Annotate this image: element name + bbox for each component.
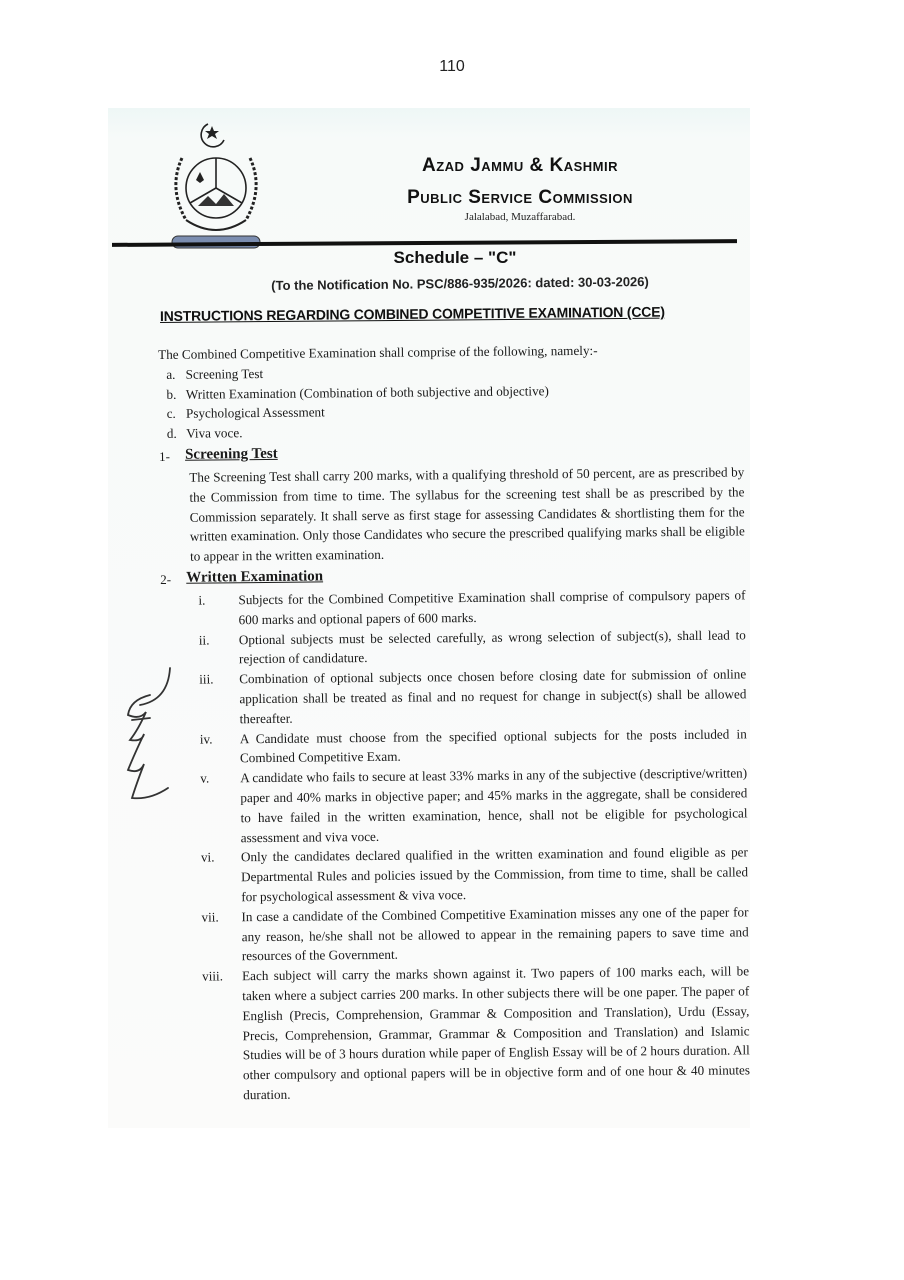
org-name-line2: Public Service Commission	[407, 187, 633, 208]
list-marker: a.	[166, 366, 176, 382]
list-item	[199, 665, 747, 730]
list-marker: vii.	[201, 909, 219, 925]
list-item	[200, 764, 748, 848]
list-text: Each subject will carry the marks shown against it. Two papers of 100 marks each, will be taken where a subject carries 200 marks. In other subjects there will be one paper. The paper of English (Precis, Comprehension, Grammar & Composition and Translation), Urdu (Essay, Precis, Comprehension, Grammar, Grammar & Composition and Translation) and Islamic Studies will be of 3 hours duration while paper of English Essay will be of 2 hours duration. All other compulsory and optional papers will be in objective form and of one hour & 40 minutes duration.	[241, 963, 751, 1103]
list-text: Combination of optional subjects once chosen before closing date for submission of online application shall be treated as final and no request for change in subject(s) shall be allowed thereafter.	[239, 666, 747, 726]
list-item	[200, 724, 747, 769]
list-marker: b.	[166, 386, 177, 402]
list-marker: iii.	[199, 671, 214, 687]
list-text: Only the candidates declared qualified in the written examination and found eligible as per Departmental Rules and policies issued by the Commission, from time to time, shall be called for psychological assessment & viva voce.	[240, 844, 749, 905]
section-number: 2-	[160, 571, 172, 587]
list-item	[202, 961, 750, 1105]
list-item	[198, 585, 745, 630]
section-title: Written Examination	[186, 568, 324, 586]
document-title: INSTRUCTIONS REGARDING COMBINED COMPETITIVE EXAMINATION (CCE)	[159, 303, 665, 324]
ajk-psc-emblem-icon	[160, 118, 272, 254]
header	[350, 155, 690, 223]
section-title: Screening Test	[184, 445, 278, 463]
section-number: 1-	[158, 448, 170, 464]
list-item	[199, 625, 746, 670]
page-number: 110	[439, 58, 465, 75]
handwritten-signature-icon	[110, 660, 180, 810]
components-list	[166, 359, 744, 444]
list-text: In case a candidate of the Combined Competitive Examination misses any one of the paper for any reason, he/she shall not be allowed to appear in the remaining papers to save time and resources of the Government.	[241, 904, 749, 964]
list-text: Viva voce.	[186, 425, 243, 441]
list-text: A Candidate must choose from the specified optional subjects for the posts included in Combined Competitive Exam.	[239, 725, 747, 766]
org-address: Jalalabad, Muzaffarabad.	[464, 211, 576, 223]
list-marker: vi.	[200, 849, 215, 865]
list-text: Psychological Assessment	[185, 404, 325, 422]
notification-reference: (To the Notification No. PSC/886-935/2026: dated: 30-03-2026)	[271, 274, 649, 293]
list-text: A candidate who fails to secure at least 33% marks in any of the subjective (descriptive/written) paper and 40% marks in objective paper; and 45% marks in the aggregate, shall be considered to have failed in the written examination, hence, shall not be eligible for psychological assessment and viva voce.	[240, 765, 748, 845]
schedule-title: Schedule – "C"	[393, 248, 517, 267]
list-marker: viii.	[201, 968, 224, 984]
list-text: Subjects for the Combined Competitive Examination shall comprise of compulsory papers of 600 marks and optional papers of 600 marks.	[238, 587, 746, 628]
list-text: Screening Test	[185, 365, 264, 382]
written-exam-list	[198, 585, 750, 1105]
org-name-line1: Azad Jammu & Kashmir	[422, 155, 618, 176]
list-item	[201, 843, 749, 908]
document-body	[158, 339, 750, 1105]
list-marker: iv.	[199, 731, 213, 747]
list-marker: ii.	[198, 632, 210, 648]
list-text: Optional subjects must be selected carefully, as wrong selection of subject(s), shall lead to rejection of candidature.	[238, 626, 746, 667]
list-item	[201, 902, 749, 967]
list-marker: i.	[198, 592, 206, 608]
intro-text: The Combined Competitive Examination shall comprise of the following, namely:-	[158, 342, 598, 362]
list-text: Written Examination (Combination of both subjective and objective)	[185, 382, 549, 402]
list-marker: d.	[166, 426, 177, 442]
list-marker: v.	[200, 770, 210, 786]
screening-test-paragraph: The Screening Test shall carry 200 marks, with a qualifying threshold of 50 percent, are as prescribed by the Commission from time to time. The syllabus for the screening test shall be as prescribed by the Commission separately. It shall serve as first stage for assessing Candidates & shortlisting them for the written examination. Only those Candidates who secure the prescribed qualifying marks shall be eligible to appear in the written examination.	[189, 464, 745, 564]
list-marker: c.	[166, 406, 176, 422]
